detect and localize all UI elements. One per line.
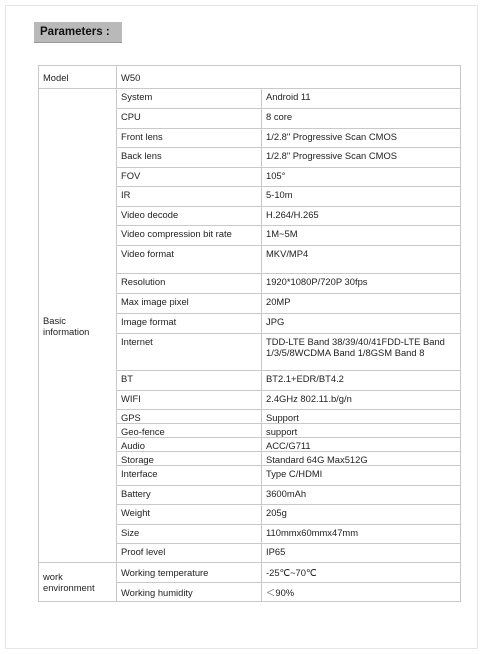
param-value: 1/2.8" Progressive Scan CMOS — [262, 148, 461, 168]
param-name: Video decode — [117, 207, 262, 226]
param-value: IP65 — [262, 544, 461, 563]
param-value: 20MP — [262, 294, 461, 314]
param-value: Android 11 — [262, 89, 461, 109]
param-name: WIFI — [117, 391, 262, 410]
param-value: MKV/MP4 — [262, 246, 461, 274]
param-value: 110mmx60mmx47mm — [262, 525, 461, 544]
param-name: Resolution — [117, 274, 262, 294]
param-name: CPU — [117, 109, 262, 129]
parameters-table — [38, 65, 461, 602]
param-value: 1/2.8" Progressive Scan CMOS — [262, 129, 461, 148]
param-value: BT2.1+EDR/BT4.2 — [262, 371, 461, 391]
param-name: Working temperature — [117, 563, 262, 583]
param-name: BT — [117, 371, 262, 391]
param-value: JPG — [262, 314, 461, 334]
param-value: ACC/G711 — [262, 438, 461, 452]
param-name: Interface — [117, 466, 262, 486]
section-label-basic: Basic information — [39, 89, 117, 563]
param-value: H.264/H.265 — [262, 207, 461, 226]
param-value: support — [262, 424, 461, 438]
param-name: Image format — [117, 314, 262, 334]
param-name: Battery — [117, 486, 262, 505]
table-row — [39, 89, 461, 109]
param-name: Internet — [117, 334, 262, 371]
param-name: Geo-fence — [117, 424, 262, 438]
param-name: Proof level — [117, 544, 262, 563]
param-value: ＜90% — [262, 583, 461, 602]
section-label-work: work environment — [39, 563, 117, 602]
param-value: TDD-LTE Band 38/39/40/41FDD-LTE Band 1/3/5/8WCDMA Band 1/8GSM Band 8 — [262, 334, 461, 371]
table-row — [39, 563, 461, 583]
param-value: 2.4GHz 802.11.b/g/n — [262, 391, 461, 410]
param-value: -25℃~70℃ — [262, 563, 461, 583]
param-value: 105° — [262, 168, 461, 187]
parameters-heading: Parameters : — [34, 22, 122, 43]
param-name: Size — [117, 525, 262, 544]
param-name: Storage — [117, 452, 262, 466]
param-value: 8 core — [262, 109, 461, 129]
param-name: Weight — [117, 505, 262, 525]
param-name: System — [117, 89, 262, 109]
param-value: 1M~5M — [262, 226, 461, 246]
param-value: Standard 64G Max512G — [262, 452, 461, 466]
param-value: 205g — [262, 505, 461, 525]
param-name: FOV — [117, 168, 262, 187]
param-name: IR — [117, 187, 262, 207]
param-value: Support — [262, 410, 461, 424]
param-name: Max image pixel — [117, 294, 262, 314]
param-value: 3600mAh — [262, 486, 461, 505]
param-name: Video compression bit rate — [117, 226, 262, 246]
param-name: GPS — [117, 410, 262, 424]
param-value: 1920*1080P/720P 30fps — [262, 274, 461, 294]
param-name: Working humidity — [117, 583, 262, 602]
model-label: Model — [39, 66, 117, 89]
param-value: Type C/HDMI — [262, 466, 461, 486]
param-name: Audio — [117, 438, 262, 452]
table-row — [39, 66, 461, 89]
model-value: W50 — [117, 66, 461, 89]
param-name: Video format — [117, 246, 262, 274]
param-name: Back lens — [117, 148, 262, 168]
param-value: 5-10m — [262, 187, 461, 207]
param-name: Front lens — [117, 129, 262, 148]
